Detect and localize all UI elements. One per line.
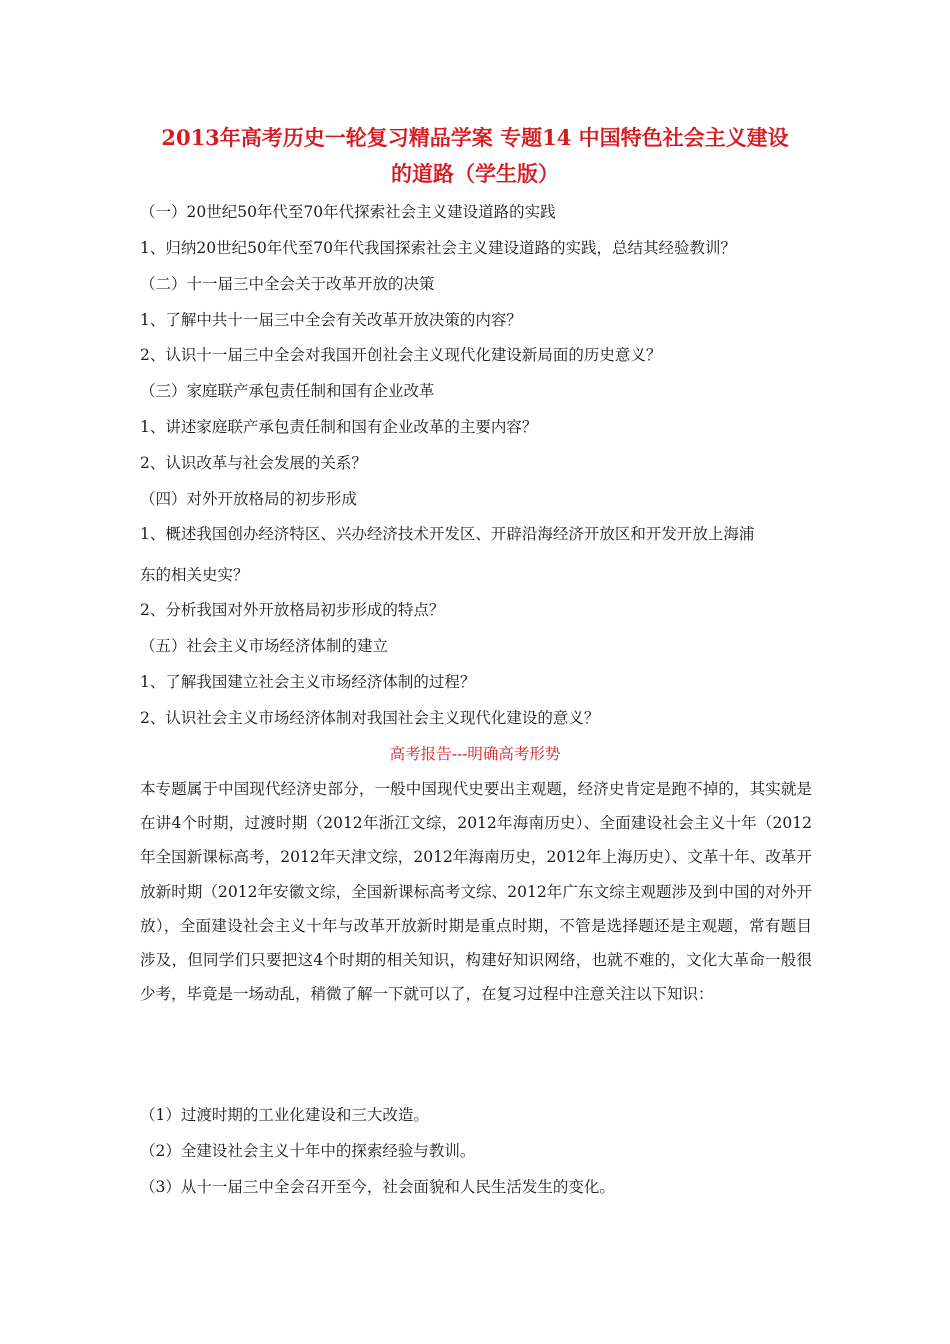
report-point-1: （1）过渡时期的工业化建设和三大改造。: [140, 1106, 429, 1124]
section-4-item-1-continued: 东的相关史实？: [140, 566, 249, 584]
section-5-item-2: 2、认识社会主义市场经济体制对我国社会主义现代化建设的意义？: [140, 709, 600, 727]
title-line-2: 的道路（学生版）: [391, 161, 559, 186]
report-point-2: （2）全建设社会主义十年中的探索经验与教训。: [140, 1142, 476, 1160]
section-heading-3: （三）家庭联产承包责任制和国有企业改革: [140, 382, 435, 400]
section-3-item-2: 2、认识改革与社会发展的关系？: [140, 454, 367, 472]
report-paragraph: 本专题属于中国现代经济史部分，一般中国现代史要出主观题，经济史肯定是跑不掉的，其实就是在讲4个时期，过渡时期（2012年浙江文综，2012年海南历史）、全面建设社会主义十年（2012年全国新课标高考，2012年天津文综，2012年海南历史，2012年上海历史）、文革十年、改革开放新时期（2012年安徽文综，全国新课标高考文综、2012年广东文综主观题涉及到中国的对外开放），全面建设社会主义十年与改革开放新时期是重点时期，不管是选择题还是主观题，常有题目涉及，但同学们只要把这4个时期的相关知识，构建好知识网络，也就不难的，文化大革命一般很少考，毕竟是一场动乱，稍微了解一下就可以了，在复习过程中注意关注以下知识：: [140, 780, 812, 1004]
report-heading: 高考报告---明确高考形势: [389, 745, 561, 763]
report-point-3: （3）从十一届三中全会召开至今，社会面貌和人民生活发生的变化。: [140, 1178, 615, 1196]
section-4-item-1: 1、概述我国创办经济特区、兴办经济技术开发区、开辟沿海经济开放区和开发开放上海浦: [140, 525, 755, 543]
section-heading-5: （五）社会主义市场经济体制的建立: [140, 637, 389, 655]
section-4-item-2: 2、分析我国对外开放格局初步形成的特点？: [140, 601, 445, 619]
section-5-item-1: 1、了解我国建立社会主义市场经济体制的过程？: [140, 673, 476, 691]
section-heading-2: （二）十一届三中全会关于改革开放的决策: [140, 275, 435, 293]
title-line-1: 2013年高考历史一轮复习精品学案 专题14 中国特色社会主义建设: [161, 125, 789, 150]
section-2-item-1: 1、了解中共十一届三中全会有关改革开放决策的内容？: [140, 311, 522, 329]
section-1-item-1: 1、归纳20世纪50年代至70年代我国探索社会主义建设道路的实践，总结其经验教训？: [140, 239, 737, 257]
section-heading-1: （一）20世纪50年代至70年代探索社会主义建设道路的实践: [140, 203, 556, 221]
section-3-item-1: 1、讲述家庭联产承包责任制和国有企业改革的主要内容？: [140, 418, 538, 436]
section-heading-4: （四）对外开放格局的初步形成: [140, 490, 358, 508]
section-2-item-2: 2、认识十一届三中全会对我国开创社会主义现代化建设新局面的历史意义？: [140, 346, 662, 364]
document-title: [140, 120, 810, 192]
